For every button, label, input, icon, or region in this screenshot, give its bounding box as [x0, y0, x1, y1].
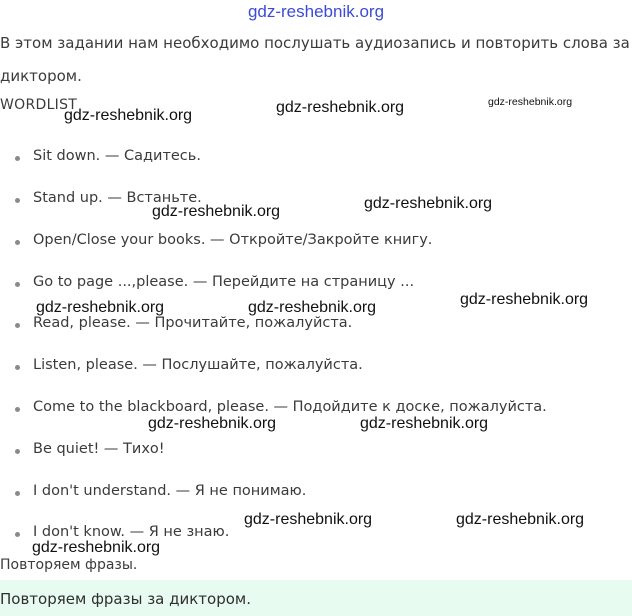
list-item: Sit down. — Садитесь. — [33, 148, 201, 164]
site-link[interactable]: gdz-reshebnik.org — [247, 2, 385, 21]
list-item: I don't know. — Я не знаю. — [33, 524, 230, 540]
bullet — [15, 156, 20, 161]
watermark: gdz-reshebnik.org — [36, 299, 165, 316]
bullet — [15, 532, 20, 537]
bullet — [15, 198, 20, 203]
bullet — [15, 282, 20, 287]
list-item: Be quiet! — Тихо! — [33, 441, 165, 457]
repeat-text: Повторяем фразы. — [0, 557, 138, 573]
list-item: Go to page ...,please. — Перейдите на страницу ... — [33, 274, 415, 290]
bullet — [15, 449, 20, 454]
bullet — [15, 240, 20, 245]
watermark: gdz-reshebnik.org — [244, 511, 373, 528]
list-item: Open/Close your books. — Откройте/Закройте книгу. — [33, 232, 433, 248]
banner-text: Повторяем фразы за диктором. — [0, 590, 252, 608]
watermark: gdz-reshebnik.org — [364, 195, 493, 212]
list-item: Stand up. — Встаньте. — [33, 190, 202, 206]
watermark: gdz-reshebnik.org — [456, 511, 585, 528]
watermark: gdz-reshebnik.org — [152, 203, 281, 220]
watermark: gdz-reshebnik.org — [248, 299, 377, 316]
watermark: gdz-reshebnik.org — [32, 539, 161, 556]
intro-line-2: диктором. — [0, 67, 82, 85]
watermark: gdz-reshebnik.org — [148, 415, 277, 432]
bullet — [15, 365, 20, 370]
watermark: gdz-reshebnik.org — [276, 99, 405, 116]
bullet — [15, 491, 20, 496]
bullet — [15, 407, 20, 412]
watermark: gdz-reshebnik.org — [460, 291, 589, 308]
watermark: gdz-reshebnik.org — [360, 415, 489, 432]
list-item: Listen, please. — Послушайте, пожалуйста. — [33, 357, 363, 373]
list-item: Read, please. — Прочитайте, пожалуйста. — [33, 315, 353, 331]
watermark: gdz-reshebnik.org — [488, 96, 573, 108]
watermark: gdz-reshebnik.org — [64, 107, 193, 124]
list-item: Come to the blackboard, please. — Подойдите к доске, пожалуйста. — [33, 399, 547, 415]
intro-line-1: В этом задании нам необходимо послушать аудиозапись и повторить слова за — [0, 34, 630, 52]
list-item: I don't understand. — Я не понимаю. — [33, 483, 307, 499]
bullet — [15, 323, 20, 328]
wordlist-title: WORDLIST — [0, 97, 78, 113]
